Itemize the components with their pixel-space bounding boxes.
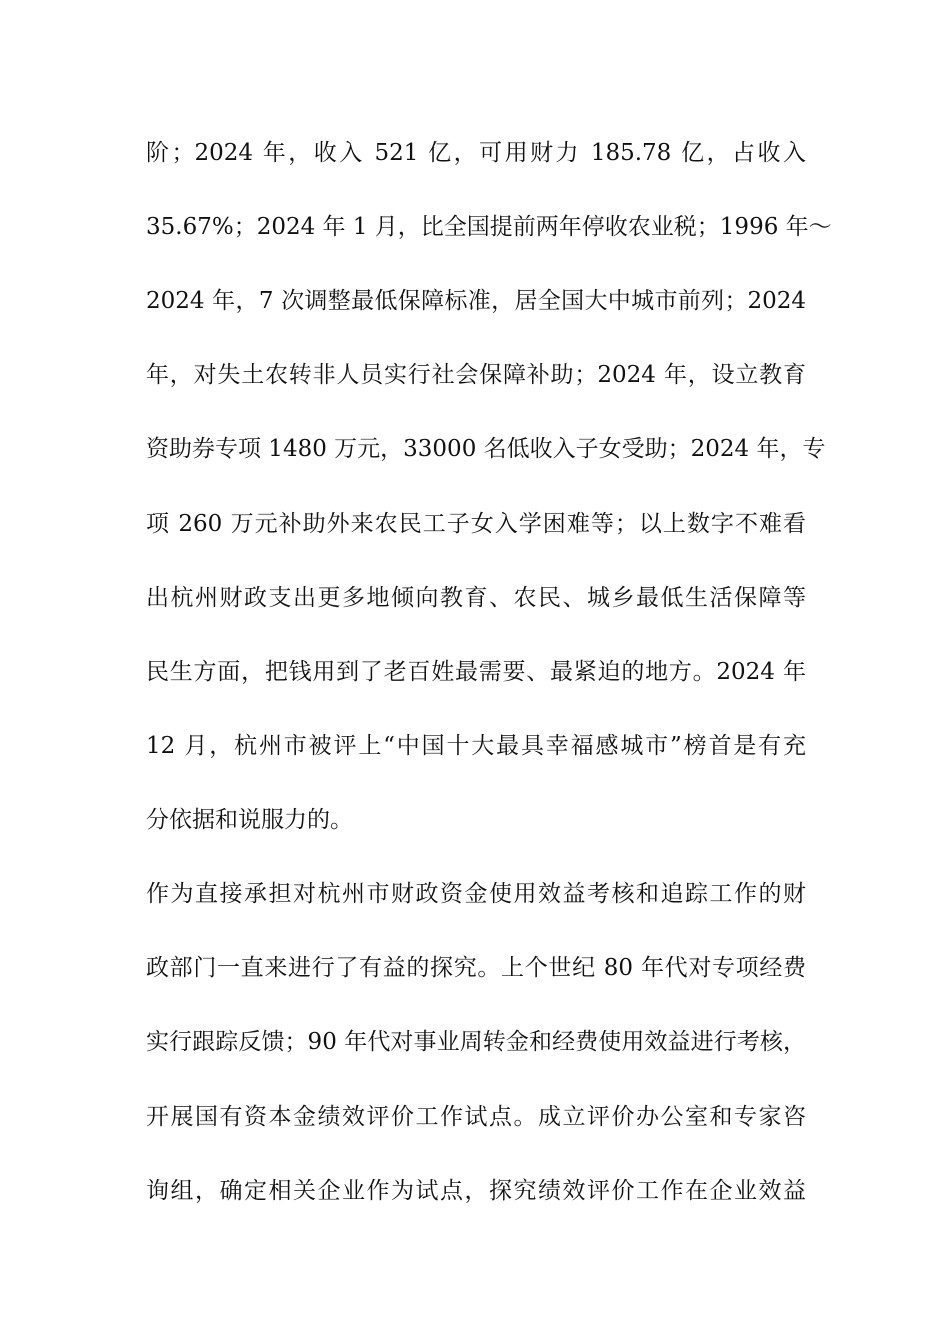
- text-line: 作为直接承担对杭州市财政资金使用效益考核和追踪工作的财: [146, 881, 806, 907]
- text-line: 年，对失土农转非人员实行社会保障补助；2024 年，设立教育: [146, 362, 806, 388]
- text-line: 询组，确定相关企业作为试点，探究绩效评价工作在企业效益: [146, 1178, 806, 1204]
- text-line: 分依据和说服力的。: [146, 807, 353, 833]
- text-line: 35.67%；2024 年 1 月，比全国提前两年停收农业税；1996 年～: [146, 214, 832, 240]
- text-line: 开展国有资本金绩效评价工作试点。成立评价办公室和专家咨: [146, 1104, 806, 1130]
- text-line: 实行跟踪反馈；90 年代对事业周转金和经费使用效益进行考核，: [146, 1029, 806, 1055]
- text-line: 民生方面，把钱用到了老百姓最需要、最紧迫的地方。2024 年: [146, 659, 806, 685]
- text-line: 12 月，杭州市被评上“中国十大最具幸福感城市”榜首是有充: [146, 733, 806, 759]
- text-line: 政部门一直来进行了有益的探究。上个世纪 80 年代对专项经费: [146, 955, 806, 981]
- text-line: 2024 年，7 次调整最低保障标准，居全国大中城市前列；2024: [146, 288, 806, 314]
- text-line: 资助券专项 1480 万元，33000 名低收入子女受助；2024 年，专: [146, 436, 826, 462]
- text-line: 出杭州财政支出更多地倾向教育、农民、城乡最低生活保障等: [146, 585, 806, 611]
- text-line: 阶；2024 年，收入 521 亿，可用财力 185.78 亿，占收入: [146, 140, 806, 166]
- text-line: 项 260 万元补助外来农民工子女入学困难等；以上数字不难看: [146, 511, 806, 537]
